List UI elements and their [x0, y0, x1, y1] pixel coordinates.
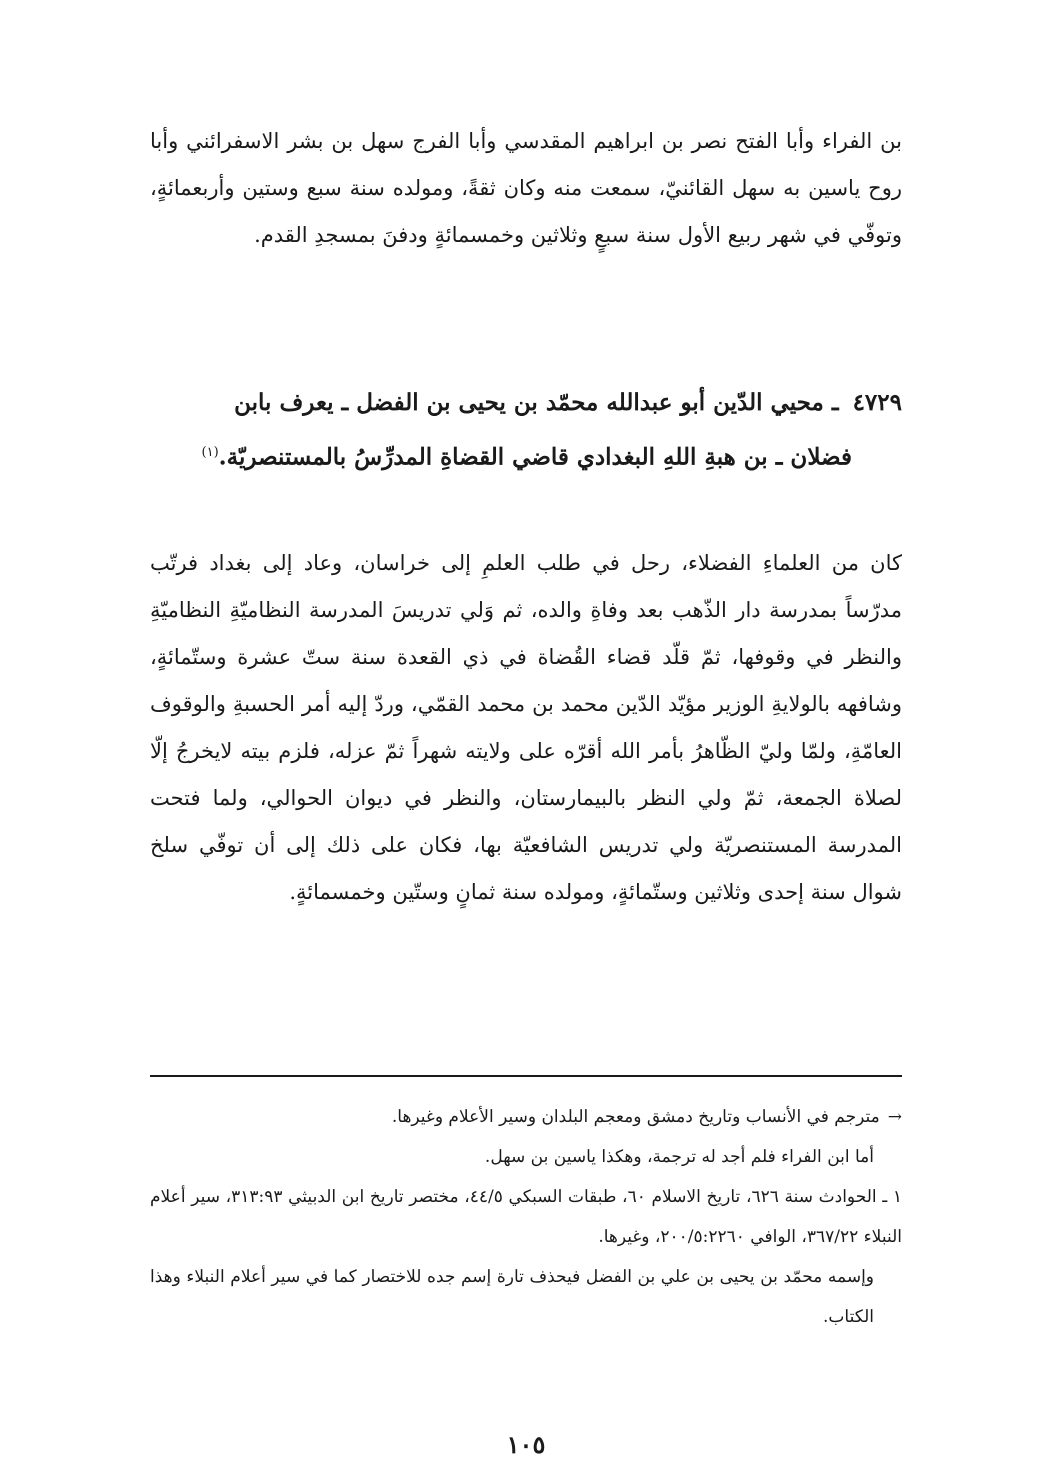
intro-paragraph: بن الفراء وأبا الفتح نصر بن ابراهيم المقدسي وأبا الفرج سهل بن بشر الاسفرائني وأبا روح ياسين به سهل القائنيّ، سمعت منه وكان ثقةً، ومولده سنة سبع وستين وأربعمائةٍ، وتوفّي في شهر ربيع الأول سنة سبعٍ وثلاثين وخمسمائةٍ ودفنَ بمسجدِ القدم.: [150, 129, 902, 247]
footnote-continued: →مترجم في الأنساب وتاريخ دمشق ومعجم البلدان وسير الأعلام وغيرها.: [150, 1097, 902, 1137]
entry-title-continuation: فضلان ـ بن هبةِ اللهِ البغدادي قاضي القضاةِ المدرِّسُ بالمستنصريّة.: [218, 443, 852, 471]
footnote-reference: (١): [201, 445, 219, 460]
continuation-arrow-icon: →: [887, 1107, 902, 1127]
footnote-1: ١ ـ الحوادث سنة ٦٢٦، تاريخ الاسلام ٦٠، طبقات السبكي ٤٤/٥، مختصر تاريخ ابن الدبيثي ٣١٣:٩٣، سير أعلام النبلاء ٣٦٧/٢٢، الوافي ٢٠٠/٥:٢٢٦٠، وغيرها.: [150, 1187, 903, 1247]
footnote-divider: [150, 1075, 902, 1077]
page-number: ١٠٥: [506, 1430, 546, 1459]
footnote-note: أما ابن الفراء فلم أجد له ترجمة، وهكذا ياسين بن سهل.: [484, 1147, 874, 1167]
entry-heading: [150, 378, 902, 483]
entry-body: كان من العلماءِ الفضلاء، رحل في طلب العلمِ إلى خراسان، وعاد إلى بغداد فرتّب مدرّساً بمدرسة دار الذّهب بعد وفاةِ والده، ثم وَلي تدريسَ المدرسة النظاميّةِ النظاميّةِ والنظر في وقوفها، ثمّ قلّد قضاء القُضاة في ذي القعدة سنة ستّ عشرة وستّمائةٍ، وشافهه بالولايةِ الوزير مؤيّد الدّين محمد بن محمد القمّي، وردّ إليه أمر الحسبةِ والوقوف العامّةِ، ولمّا وليّ الظّاهرُ بأمر الله أقرّه على ولايته شهراً ثمّ عزله، فلزم بيته لايخرجُ إلّا لصلاة الجمعة، ثمّ ولي النظر بالبيمارستان، والنظر في ديوان الحوالي، ولما فتحت المدرسة المستنصريّة ولي تدريس الشافعيّة بها، فكان على ذلك إلى أن توفّي سلخ شوال سنة إحدى وثلاثين وستّمائةٍ، ومولده سنة ثمانٍ وستّين وخمسمائةٍ.: [150, 551, 902, 904]
entry-number: ٤٧٢٩: [852, 389, 902, 416]
footnote-1-remark: وإسمه محمّد بن يحيى بن علي بن الفضل فيحذف تارة إسم جده للاختصار كما في سير أعلام النبلاء وهذا الكتاب.: [150, 1267, 874, 1327]
entry-title: ـ محيي الدّين أبو عبدالله محمّد بن يحيى بن الفضل ـ يعرف بابن: [234, 389, 839, 416]
footnotes: [150, 1097, 902, 1337]
